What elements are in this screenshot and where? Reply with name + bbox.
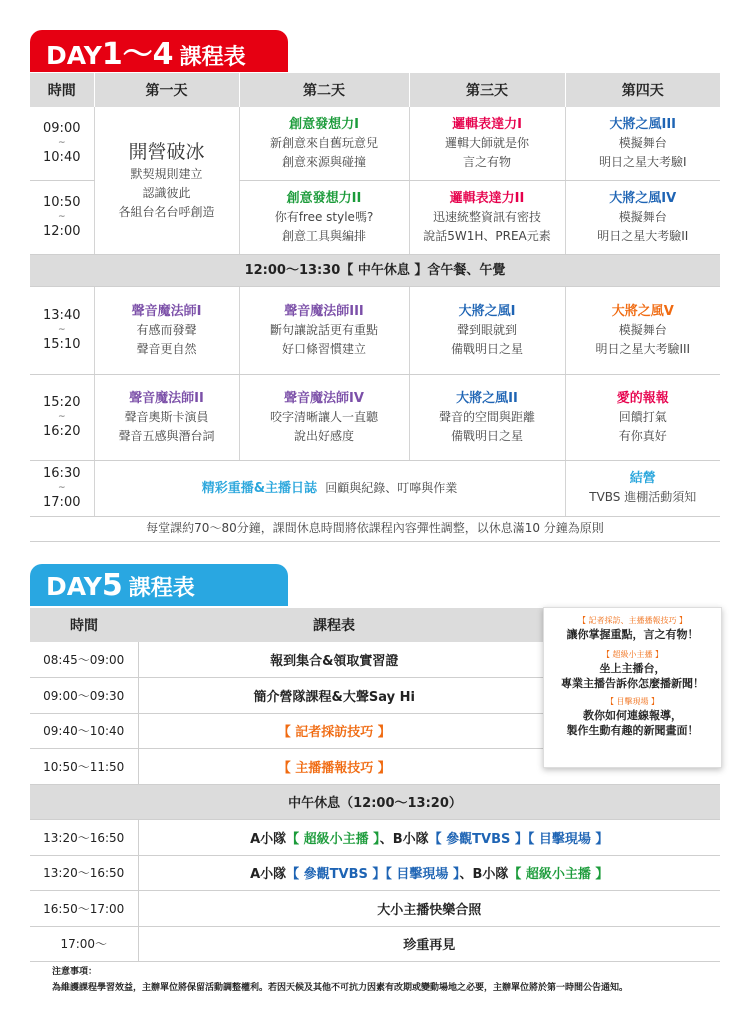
group-schedule-cell: A小隊【 參觀TVBS 】【 目擊現場 】、B小隊【 超級小主播 】 [138,855,720,891]
header-day3: 第三天 [409,73,565,107]
day5-title: DAY5 課程表 [46,567,195,603]
highlight-text: 坐上主播台， [599,662,666,675]
course-cell: 【 主播播報技巧 】 [138,749,720,785]
table-row [30,107,720,180]
notes-title: 注意事項： [52,967,98,977]
table-row [30,891,720,927]
highlight-text: 製作生動有趣的新聞畫面！ [566,724,699,737]
time-cell: 13:20～16:50 [30,855,138,891]
course-cell: 聲音魔法師II 聲音奧斯卡演員 聲音五感與潛台詞 [94,374,239,460]
lunch-break-label: 中午休息（12:00～13:20） [30,784,720,820]
course-cell: 邏輯表達力II 迅速統整資訊有密技 說話5W1H、PREA元素 [409,180,565,254]
time-cell: 13:20～16:50 [30,820,138,856]
day1-morning-cell: 開營破冰 默契規則建立 認識彼此 各組台名台呼創造 [94,107,239,254]
time-cell: 15:20 ~ 16:20 [30,374,94,460]
day5-title-tab [30,564,288,606]
course-cell: 簡介營隊課程&大聲Say Hi [138,678,720,714]
course-cell: 大將之風II 聲音的空間與距離 備戰明日之星 [409,374,565,460]
table-row [30,926,720,962]
lunch-row [30,254,720,286]
table-row [30,855,720,891]
day1-4-title-tab [30,30,288,72]
header-day2: 第二天 [239,73,409,107]
time-cell: 09:00 ~ 10:40 [30,107,94,180]
time-cell: 10:50 ~ 12:00 [30,180,94,254]
course-cell: 【 記者採訪技巧 】 [138,713,720,749]
course-cell: 珍重再見 [138,926,720,962]
notes-body: 為維護課程學習效益，主辦單位將保留活動調整權利。若因天候及其他不可抗力因素有改期或變動場地之必要，主辦單位將於第一時間公告通知。 [52,983,629,993]
table-row [30,820,720,856]
course-cell: 大將之風V 模擬舞台 明日之星大考驗III [565,286,720,374]
course-cell: 邏輯表達力I 邏輯大師就是你 言之有物 [409,107,565,180]
table-row [30,460,720,516]
course-cell: 聲音魔法師IV 咬字清晰讓人一直聽 說出好感度 [239,374,409,460]
closing-cell: 結營 TVBS 進棚活動須知 [565,460,720,516]
header-row [30,73,720,107]
time-cell: 17:00～ [30,926,138,962]
highlight-text: 專業主播告訴你怎麼播新聞！ [561,677,704,690]
time-cell: 08:45～09:00 [30,642,138,678]
course-cell: 大將之風III 模擬舞台 明日之星大考驗I [565,107,720,180]
highlight-text: 讓你掌握重點，言之有物！ [566,628,699,641]
highlight-text: 教你如何連線報導， [583,709,682,722]
course-cell: 創意發想力II 你有free style嗎? 創意工具與編排 [239,180,409,254]
group-schedule-cell: A小隊【 超級小主播 】、B小隊【 參觀TVBS 】【 目擊現場 】 [138,820,720,856]
course-cell: 大將之風I 聲到眼就到 備戰明日之星 [409,286,565,374]
course-cell: 大將之風IV 模擬舞台 明日之星大考驗II [565,180,720,254]
course-cell: 愛的報報 回饋打氣 有你真好 [565,374,720,460]
table-row [30,286,720,374]
course-cell: 聲音魔法師I 有感而發聲 聲音更自然 [94,286,239,374]
header-time: 時間 [30,73,94,107]
table-row [30,374,720,460]
header-time: 時間 [30,608,138,642]
header-schedule: 課程表 [138,608,720,642]
time-cell: 13:40 ~ 15:10 [30,286,94,374]
time-cell: 09:40～10:40 [30,713,138,749]
time-cell: 16:30 ~ 17:00 [30,460,94,516]
course-cell: 創意發想力I 新創意來自舊玩意兒 創意來源與碰撞 [239,107,409,180]
course-highlights-box [543,607,722,768]
day1-4-title: DAY1～4 課程表 [46,37,246,72]
highlight-tag: 【 記者採訪、主播播報技巧 】 [577,616,688,625]
review-cell: 精彩重播&主播日誌 回顧與紀錄、叮嚀與作業 [94,460,565,516]
time-cell: 16:50～17:00 [30,891,138,927]
lunch-break-label: 12:00～13:30【 中午休息 】含午餐、午覺 [30,254,720,286]
day1-4-schedule-table [30,73,720,517]
course-cell: 報到集合&領取實習證 [138,642,720,678]
course-cell: 聲音魔法師III 斷句讓說話更有重點 好口條習慣建立 [239,286,409,374]
lunch-row [30,784,720,820]
highlight-tag: 【 目擊現場 】 [605,697,660,706]
notes-section [52,964,628,996]
day1-4-footnote: 每堂課約70～80分鐘，課間休息時間將依課程內容彈性調整，以休息滿10 分鐘為原則 [30,516,720,542]
course-cell: 大小主播快樂合照 [138,891,720,927]
header-day1: 第一天 [94,73,239,107]
time-cell: 09:00～09:30 [30,678,138,714]
time-cell: 10:50～11:50 [30,749,138,785]
highlight-tag: 【 超級小主播 】 [601,650,664,659]
header-day4: 第四天 [565,73,720,107]
